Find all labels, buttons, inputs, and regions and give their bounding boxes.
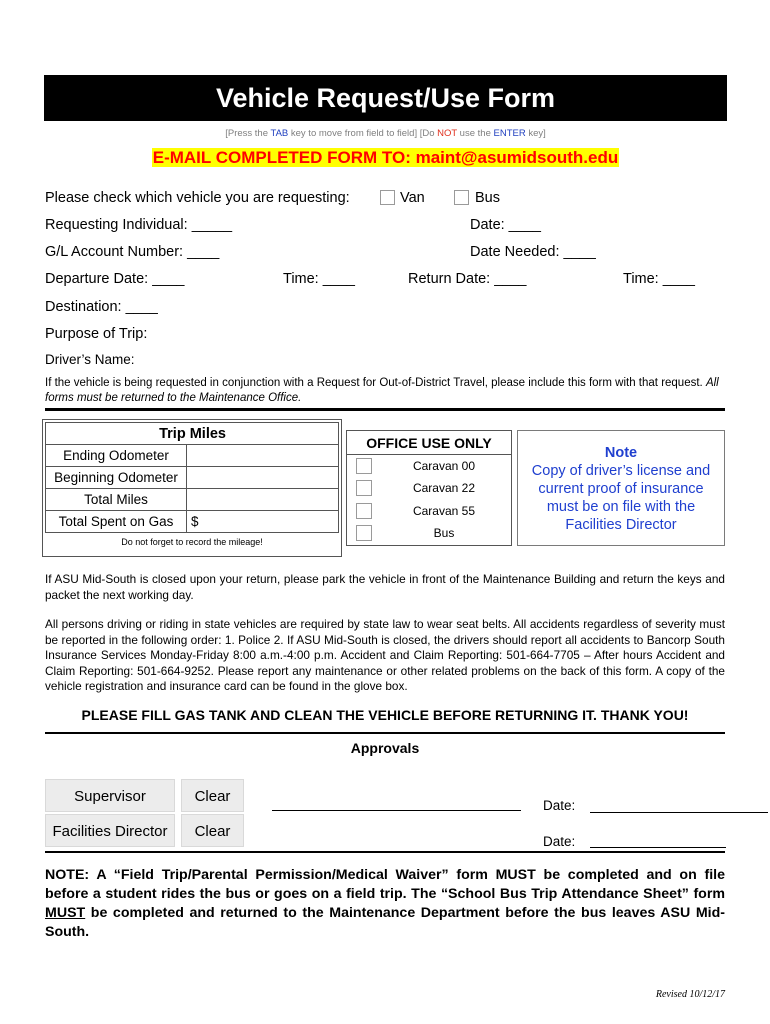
- supervisor-clear-button[interactable]: Clear: [181, 779, 244, 812]
- divider: [45, 408, 725, 411]
- departure-date-field[interactable]: Departure Date: ____: [45, 271, 185, 287]
- hint-enter-key: ENTER: [493, 128, 526, 139]
- instruction-hint: [44, 128, 727, 139]
- table-row: [46, 467, 339, 489]
- table-row: [46, 489, 339, 511]
- trip-miles-panel: [42, 419, 342, 557]
- table-row: [46, 511, 339, 533]
- supervisor-date-label: Date:: [543, 798, 576, 813]
- bus-office-checkbox[interactable]: [356, 525, 372, 541]
- hint-text: use the: [457, 128, 494, 139]
- beginning-odometer-input[interactable]: [187, 467, 339, 489]
- form-title: Vehicle Request/Use Form: [44, 75, 727, 121]
- caravan-00-checkbox[interactable]: [356, 458, 372, 474]
- hint-not: NOT: [437, 128, 458, 139]
- bus-checkbox[interactable]: [454, 190, 469, 205]
- caravan-55-checkbox[interactable]: [356, 503, 372, 519]
- hint-text: [Press the: [225, 128, 271, 139]
- caravan-22-checkbox[interactable]: [356, 480, 372, 496]
- total-miles-input[interactable]: [187, 489, 339, 511]
- gl-account-field[interactable]: G/L Account Number: ____: [45, 244, 220, 260]
- field-trip-note: [45, 866, 725, 942]
- destination-field[interactable]: Destination: ____: [45, 299, 158, 315]
- hint-text: key]: [525, 128, 546, 139]
- date-field[interactable]: Date: ____: [470, 217, 541, 233]
- bus-label: Bus: [475, 190, 500, 206]
- purpose-field[interactable]: Purpose of Trip:: [45, 326, 148, 342]
- divider: [45, 851, 725, 853]
- ood-notice-italic: All forms must be returned to the Maintenance Office.: [45, 377, 719, 404]
- note-title: Note: [604, 445, 638, 461]
- supervisor-signature-line[interactable]: [272, 810, 521, 811]
- hint-tab-key: TAB: [270, 128, 289, 139]
- trip-row-label: Total Spent on Gas: [46, 511, 187, 533]
- office-item-label: Caravan 55: [412, 504, 476, 518]
- field-trip-note-text: NOTE: A “Field Trip/Parental Permission/Medical Waiver” form MUST be completed and on file before a student rides the bus or goes on a field trip. The “School Bus Trip Attendance Sheet” form: [45, 867, 725, 902]
- facilities-date-field[interactable]: [590, 847, 726, 848]
- gas-notice: PLEASE FILL GAS TANK AND CLEAN THE VEHICLE BEFORE RETURNING IT. THANK YOU!: [81, 707, 689, 723]
- trip-row-label: Beginning Odometer: [46, 467, 187, 489]
- van-label: Van: [400, 190, 425, 206]
- office-use-panel: [346, 430, 512, 546]
- facilities-clear-button[interactable]: Clear: [181, 814, 244, 847]
- divider: [45, 732, 725, 734]
- return-date-field[interactable]: Return Date: ____: [408, 271, 527, 287]
- supervisor-date-field[interactable]: [590, 812, 768, 813]
- closed-instructions: If ASU Mid-South is closed upon your return, please park the vehicle in front of the Maintenance Building and return the keys and packet the next working day.: [45, 572, 725, 602]
- hint-text: key to move from field to field] [Do: [288, 128, 438, 139]
- trip-row-label: Total Miles: [46, 489, 187, 511]
- office-item-label: Caravan 00: [412, 459, 476, 473]
- revised-date: Revised 10/12/17: [655, 989, 725, 1000]
- seatbelt-instructions: All persons driving or riding in state vehicles are required by state law to wear seat belts. All accidents regardless of severity must be reported in the following order: 1. Police 2. If ASU Mid-South is closed, the drivers should report all accidents to Bancorp South Insurance Services Monday-Friday 8:00 a.m.-4:00 p.m. Accident and Claim Reporting: 501-664-7705 – After hours Accident and Claim Reporting: 501-664-9252. Please report any maintenance or other related problems on the back of this form. A copy of the vehicle registration and insurance card can be found in the glove box.: [45, 617, 725, 693]
- trip-miles-header: Trip Miles: [46, 423, 339, 445]
- mileage-reminder: Do not forget to record the mileage!: [121, 537, 263, 547]
- facilities-director-button[interactable]: Facilities Director: [45, 814, 175, 847]
- trip-row-label: Ending Odometer: [46, 445, 187, 467]
- note-body: Copy of driver’s license and current proof of insurance must be on file with the Facilities Director: [531, 463, 711, 533]
- van-checkbox[interactable]: [380, 190, 395, 205]
- vehicle-prompt: Please check which vehicle you are requesting:: [45, 190, 350, 206]
- trip-miles-table: [45, 422, 339, 533]
- office-item-label: Caravan 22: [412, 481, 476, 495]
- supervisor-button[interactable]: Supervisor: [45, 779, 175, 812]
- ending-odometer-input[interactable]: [187, 445, 339, 467]
- drivers-name-field[interactable]: Driver’s Name:: [45, 352, 135, 367]
- approvals-header: Approvals: [350, 740, 420, 756]
- office-item-label: Bus: [433, 526, 455, 540]
- field-trip-note-text: be completed and returned to the Maintenance Department before the bus leaves ASU Mid- South.: [45, 905, 725, 940]
- table-row: [46, 445, 339, 467]
- departure-time-field[interactable]: Time: ____: [283, 271, 355, 287]
- date-needed-field[interactable]: Date Needed: ____: [470, 244, 596, 260]
- facilities-date-label: Date:: [543, 834, 576, 849]
- office-use-header: OFFICE USE ONLY: [347, 431, 511, 455]
- note-box: [517, 430, 725, 546]
- email-instruction-text: E-MAIL COMPLETED FORM TO: maint@asumidsouth.edu: [152, 148, 619, 167]
- field-trip-note-must: MUST: [45, 905, 86, 921]
- return-time-field[interactable]: Time: ____: [623, 271, 695, 287]
- requesting-individual-field[interactable]: Requesting Individual: _____: [45, 217, 233, 233]
- gas-spent-input[interactable]: $: [187, 511, 339, 533]
- email-instruction: [44, 148, 727, 168]
- ood-notice-text: If the vehicle is being requested in conjunction with a Request for Out-of-District Travel, please include this form with that request.: [45, 377, 703, 389]
- ood-notice: [45, 376, 725, 406]
